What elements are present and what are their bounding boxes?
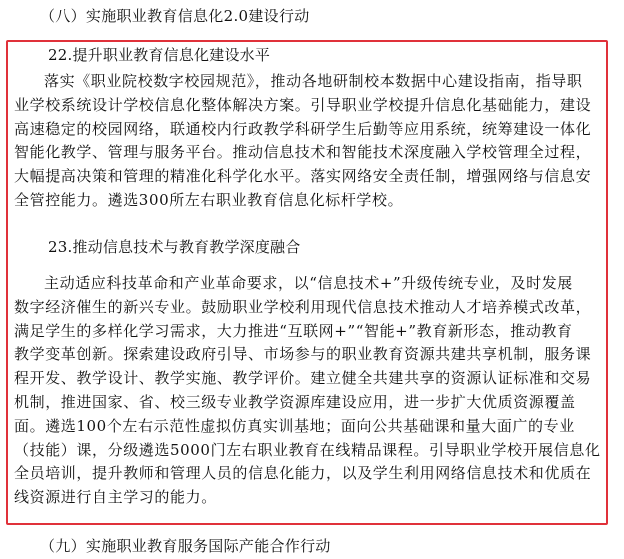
paragraph-line: 数字经济催生的新兴专业。鼓励职业学校利用现代信息技术推动人才培养模式改革， bbox=[14, 297, 592, 316]
item-23-paragraph bbox=[14, 272, 606, 510]
paragraph-line: 智能化教学、管理与服务平台。推动信息技术和智能技术深度融入学校管理全过程， bbox=[14, 143, 592, 162]
paragraph-line: 业学校系统设计学校信息化整体解决方案。引导职业学校提升信息化基础能力，建设 bbox=[14, 95, 592, 114]
item-23-heading: 23.推动信息技术与教育教学深度融合 bbox=[48, 238, 301, 256]
paragraph-line: 教学变革创新。探索建设政府引导、市场参与的职业教育资源共建共享机制，服务课 bbox=[14, 345, 592, 364]
paragraph-line: 落实《职业院校数字校园规范》，推动各地研制校本数据中心建设指南，指导职 bbox=[44, 72, 583, 90]
paragraph-line: 机制，推进国家、省、校三级专业教学资源库建设应用，进一步扩大优质资源覆盖 bbox=[14, 392, 576, 411]
paragraph-line: 程开发、教学设计、教学实施、教学评价。建立健全共建共享的资源认证标准和交易 bbox=[14, 369, 592, 388]
paragraph-line: 大幅提高决策和管理的精准化科学化水平。落实网络安全责任制，增强网络与信息安 bbox=[14, 167, 592, 186]
paragraph-line: 主动适应科技革命和产业革命要求，以“信息技术+”升级传统专业，及时发展 bbox=[44, 274, 573, 292]
paragraph-line: 满足学生的多样化学习需求，大力推进“互联网+”“智能+”教育新形态，推动教育 bbox=[14, 321, 573, 340]
section-8-heading: （八）实施职业教育信息化2.0建设行动 bbox=[40, 7, 310, 25]
paragraph-line: （技能）课，分级遴选5000门左右职业教育在线精品课程。引导职业学校开展信息化 bbox=[14, 440, 601, 459]
paragraph-line: 高速稳定的校园网络，联通校内行政教学科研学生后勤等应用系统，统筹建设一体化 bbox=[14, 119, 592, 138]
paragraph-line: 面。遴选100个左右示范性虚拟仿真实训基地；面向公共基础课和量大面广的专业 bbox=[14, 416, 575, 435]
item-22-paragraph bbox=[14, 70, 606, 213]
paragraph-line: 全员培训，提升教师和管理人员的信息化能力，以及学生利用网络信息技术和优质在 bbox=[14, 464, 592, 483]
section-9-heading: （九）实施职业教育服务国际产能合作行动 bbox=[40, 537, 331, 555]
paragraph-line: 线资源进行自主学习的能力。 bbox=[14, 488, 217, 507]
item-22-heading: 22.提升职业教育信息化建设水平 bbox=[48, 46, 271, 64]
paragraph-line: 全管控能力。遴选300所左右职业教育信息化标杆学校。 bbox=[14, 190, 404, 209]
